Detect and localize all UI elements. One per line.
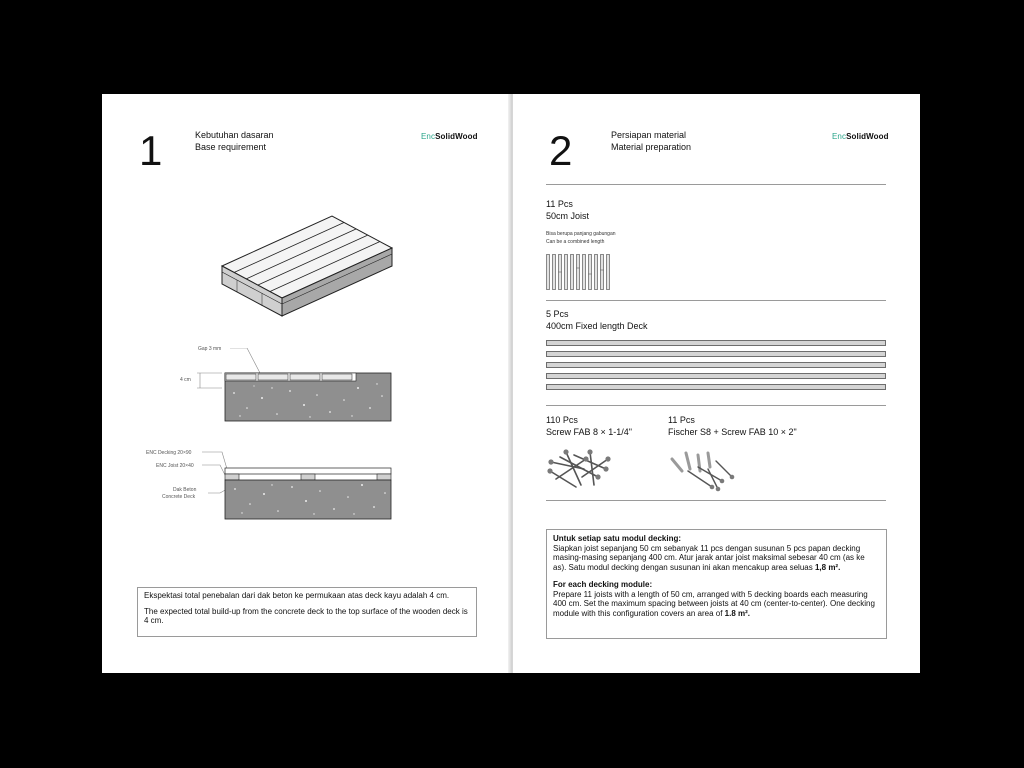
- deck-info: [546, 308, 648, 332]
- fischer-qty: 11 Pcs: [668, 415, 695, 425]
- screw-name: Screw FAB 8 × 1-1/4": [546, 427, 632, 437]
- joist-info: [546, 198, 589, 222]
- divider: [546, 184, 886, 185]
- page-title: [195, 129, 274, 153]
- brand-logo: [832, 132, 889, 141]
- note-id: Ekspektasi total penebalan dari dak beton ke permukaan atas deck kayu adalah 4 cm.: [144, 591, 450, 600]
- page-number: 1: [139, 127, 163, 174]
- concrete-label-id: Dak Beton: [173, 487, 197, 493]
- screw-qty: 110 Pcs: [546, 415, 578, 425]
- module-note: [546, 529, 887, 639]
- height-label: 4 cm: [180, 377, 191, 383]
- module-body-en: Prepare 11 joists with a length of 50 cm, arranged with 5 decking boards each measuring 400 cm. Set the maximum spacing between joists at 40 cm (center-to-center). One decking module with this configuration covers an area of: [553, 589, 875, 618]
- build-up-note: [137, 587, 477, 637]
- divider: [546, 405, 886, 406]
- gap-label: Gap 3 mm: [198, 346, 222, 352]
- logo-name: SolidWood: [435, 132, 478, 141]
- deck-boards-illustration: [546, 340, 886, 394]
- left-page: [102, 94, 510, 673]
- fischer-info: [668, 414, 797, 438]
- module-heading-id: Untuk setiap satu modul decking:: [553, 534, 682, 543]
- divider: [546, 300, 886, 301]
- page-title-en: Material preparation: [611, 142, 692, 152]
- section-diagram-layers: [202, 449, 402, 529]
- page-number: 2: [549, 127, 573, 174]
- joist-note-id: Bisa berupa panjang gabungan: [546, 231, 616, 237]
- deck-name: 400cm Fixed length Deck: [546, 321, 648, 331]
- joist-label: ENC Joist 20×40: [156, 463, 194, 469]
- deck-qty: 5 Pcs: [546, 309, 569, 319]
- module-body-id: Siapkan joist sepanjang 50 cm sebanyak 11 pcs dengan susunan 5 pcs papan decking masing-masing sepanjang 400 cm. Atur jarak antar joist maksimal sebesar 40 cm (as ke as). Satu modul decking dengan susunan ini akan mencakup area seluas: [553, 543, 865, 572]
- divider: [546, 500, 886, 501]
- deck-board: [546, 340, 886, 346]
- fischer-anchor-illustration: [668, 447, 740, 492]
- deck-board: [546, 373, 886, 379]
- screw-illustration: [546, 447, 616, 492]
- deck-board: [546, 351, 886, 357]
- joist-qty: 11 Pcs: [546, 199, 573, 209]
- joist-name: 50cm Joist: [546, 211, 590, 221]
- fischer-name: Fischer S8 + Screw FAB 10 × 2": [668, 427, 797, 437]
- page-title: [611, 129, 691, 153]
- deck-board: [546, 362, 886, 368]
- right-page: [513, 94, 920, 673]
- note-en: The expected total build-up from the concrete deck to the top surface of the wooden deck is 4 cm.: [144, 606, 468, 625]
- deck-isometric-illustration: [217, 212, 397, 337]
- joist-note: [546, 230, 616, 246]
- joist-note-en: Can be a combined length: [546, 239, 605, 245]
- brand-logo: [421, 132, 478, 141]
- page-title-id: Kebutuhan dasaran: [195, 130, 274, 140]
- page-title-en: Base requirement: [195, 142, 267, 152]
- deck-board: [546, 384, 886, 390]
- module-area-en: 1.8 m².: [724, 608, 751, 618]
- concrete-label-en: Concrete Deck: [162, 494, 196, 500]
- joist-pieces-illustration: [546, 254, 616, 290]
- logo-prefix: Enc: [421, 132, 436, 141]
- module-area-id: 1,8 m².: [814, 562, 841, 572]
- logo-prefix: Enc: [832, 132, 847, 141]
- logo-name: SolidWood: [846, 132, 889, 141]
- decking-label: ENC Decking 20×90: [146, 450, 192, 456]
- screw-info: [546, 414, 632, 438]
- module-heading-en: For each decking module:: [553, 580, 653, 589]
- page-title-id: Persiapan material: [611, 130, 687, 140]
